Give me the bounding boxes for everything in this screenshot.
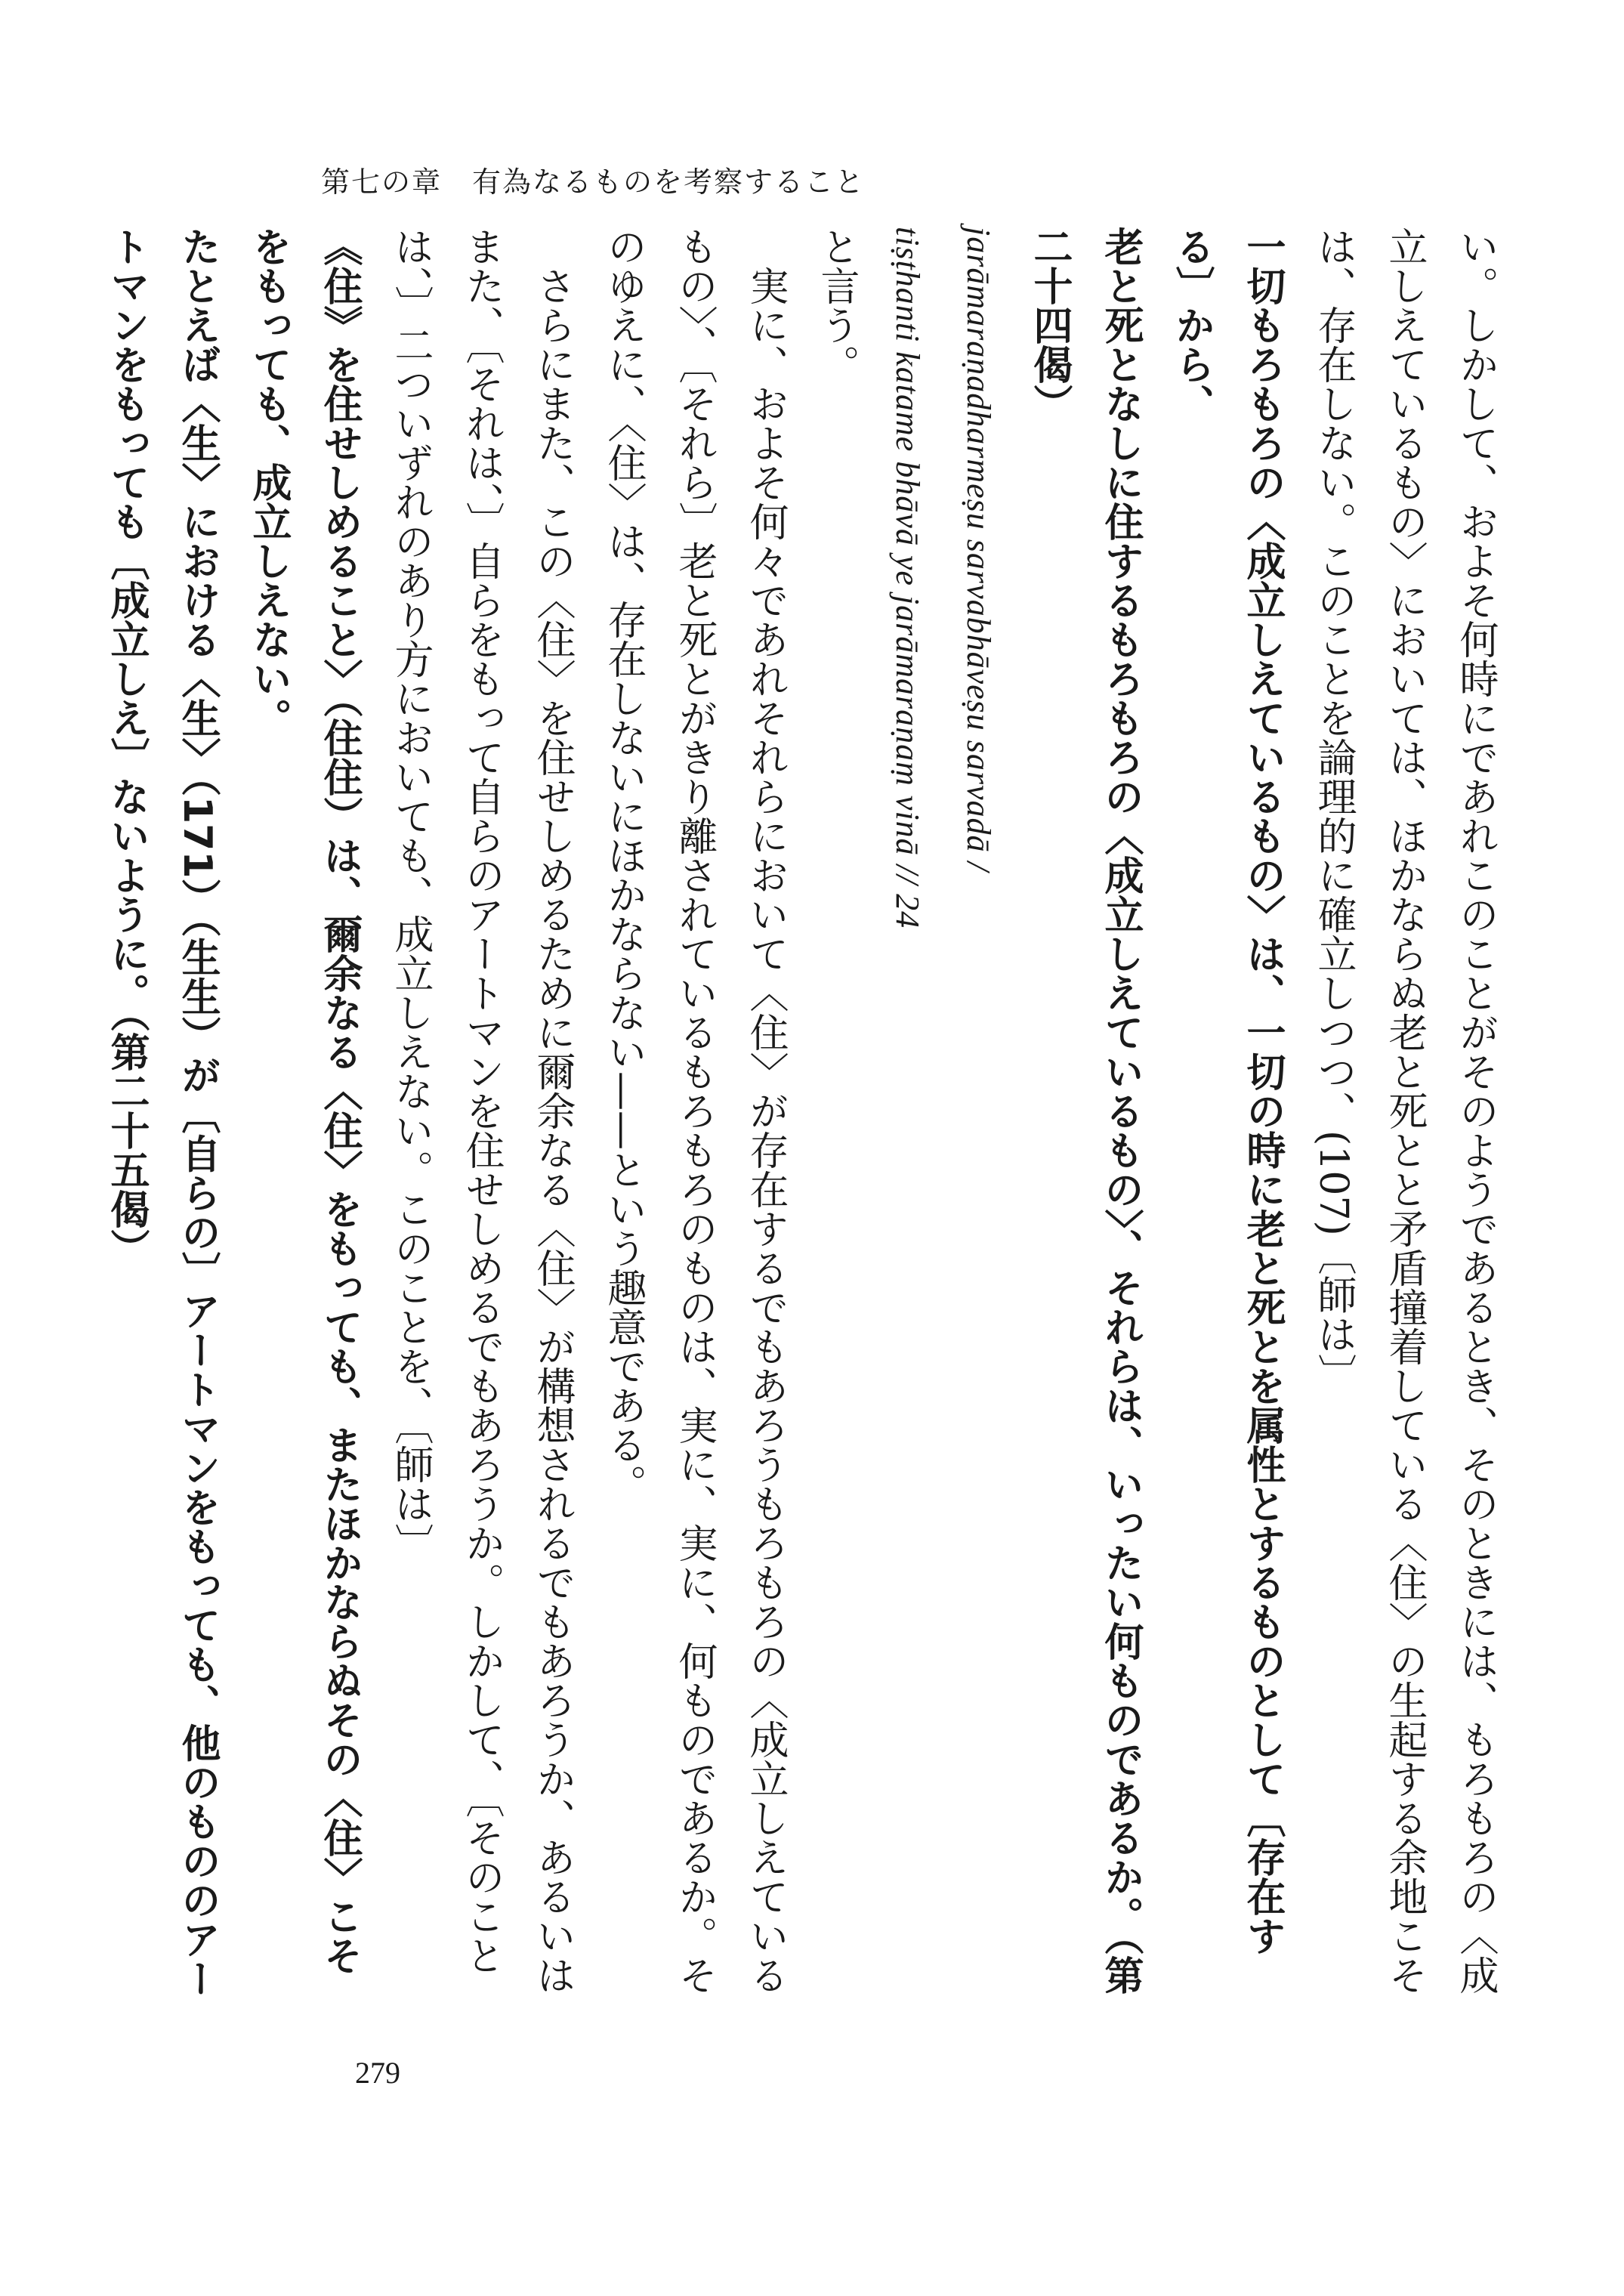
paragraph-commentary-2: さらにまた、この〈住〉を住せしめるために爾余なる〈住〉が構想されるでもあろうか、あるいはまた、〔それは、〕自らをもって自らのアートマンを住せしめるでもあろうか。しかして、〔そのことは、〕二ついずれのあり方においても、成立しえない。このことを、〔師は〕 — [387, 227, 575, 1995]
paragraph-continuation: い。しかして、およそ何時にであれこのことがそのようであるとき、そのときには、もろもろの〈成立しえているもの〉においては、ほかならぬ老と死とと矛盾撞着している〈住〉の生起する余地こそは、存在しない。このことを論理的に確立しつつ、(107)〔師は〕 — [1311, 227, 1498, 1995]
vertical-text-body — [103, 227, 1511, 2010]
sanskrit-line-2: tiṣṭhanti katame bhāvā ye jarāmaraṇaṃ vinā // 24 — [889, 227, 926, 929]
sanskrit-line-1: jarāmaraṇadharmeṣu sarvabhāveṣu sarvadā / — [960, 227, 997, 872]
running-header: 第七の章 有為なるものを考察すること — [321, 165, 866, 199]
paragraph-commentary-1: 実に、およそ何々であれそれらにおいて〈住〉が存在するでもあろうもろもろの〈成立しえているもの〉、〔それら〕老と死とがきり離されているもろもろのものは、実に、実に、何ものであるか。そのゆえに、〈住〉は、存在しないにほかならない——という趣意である。 — [601, 227, 788, 1995]
verse-24-line-2: 老と死となしに住するもろもろの〈成立しえているもの〉、それらは、いったい何ものであるか。（第二十四偈） — [1027, 227, 1143, 1995]
paragraph-to-iu: と言う。 — [814, 227, 859, 384]
verse-25-line-1: 《住》を住せしめること〉（住住）は、爾余なる〈住〉をもっても、またほかならぬその〈住〉こそをもっても、成立しえない。 — [245, 227, 362, 1975]
verse-24-line-1: 一切もろもろの〈成立しえているもの〉は、一切の時に老と死とを属性とするものとして〔存在する〕から、 — [1169, 227, 1285, 1955]
page-number: 279 — [355, 2056, 400, 2090]
verse-25-line-2: たとえば〈生〉における〈生〉（171）（生生）が〔自らの〕アートマンをもっても、他のもののアートマンをもっても〔成立しえ〕ないように。（第二十五偈） — [103, 227, 220, 1998]
